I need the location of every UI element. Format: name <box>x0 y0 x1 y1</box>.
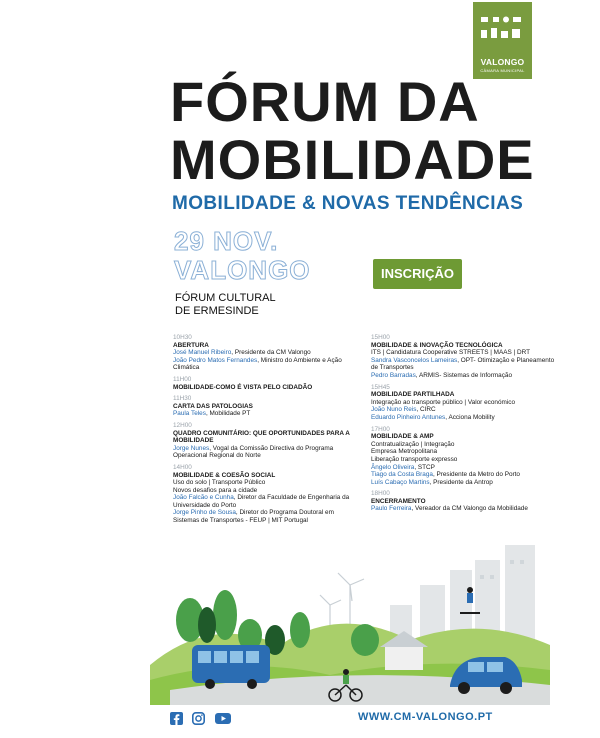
program-line <box>371 406 556 414</box>
line-text: , STCP <box>414 463 435 471</box>
speaker-name: José Manuel Ribeiro <box>173 349 232 357</box>
speaker-name: João Nuno Reis <box>371 406 417 414</box>
program-item <box>173 395 358 418</box>
program-line <box>371 414 556 422</box>
program-line <box>371 464 556 472</box>
speaker-name: Jorge Pinho de Sousa <box>173 509 236 517</box>
register-button[interactable]: INSCRIÇÃO <box>373 259 462 289</box>
speaker-name: Luís Cabaço Martins <box>371 478 430 486</box>
line-text: Contratualização | Integração <box>371 440 455 448</box>
title-line-1: FÓRUM DA <box>170 70 480 133</box>
program-item <box>173 334 358 372</box>
line-text: , CIRC <box>416 406 436 414</box>
program-line <box>371 349 556 357</box>
program-item <box>173 422 358 460</box>
program-heading: QUADRO COMUNITÁRIO: QUE OPORTUNIDADES PARA A MOBILIDADE <box>173 429 350 445</box>
line-text: , Diretor da Faculdade de Engenharia da Universidade do Porto <box>173 494 350 509</box>
venue <box>175 292 276 318</box>
program-line <box>371 471 556 479</box>
program-heading: MOBILIDADE & COESÃO SOCIAL <box>173 471 276 479</box>
program-item <box>371 384 556 422</box>
logo-subtitle: CÂMARA MUNICIPAL <box>480 68 525 73</box>
program-heading: ABERTURA <box>173 341 209 349</box>
program-line <box>371 505 556 513</box>
program-heading: MOBILIDADE & AMP <box>371 433 434 441</box>
date-line-2: VALONGO <box>174 255 311 285</box>
instagram-icon[interactable] <box>192 712 205 725</box>
line-text: , Acciona Mobility <box>445 413 495 421</box>
line-text: , Presidente da Metro do Porto <box>432 471 520 479</box>
program-line <box>371 456 556 464</box>
program-time: 14H00 <box>173 463 192 471</box>
program-line <box>173 509 358 524</box>
program-time: 11H30 <box>173 395 192 403</box>
line-text: , Ministro do Ambiente e Ação Climática <box>173 356 342 372</box>
speaker-name: João Falcão e Cunha <box>173 494 234 502</box>
program-item <box>371 426 556 487</box>
program-heading: MOBILIDADE PARTILHADA <box>371 391 455 399</box>
speaker-name: Pedro Barradas <box>371 371 416 379</box>
program-time: 17H00 <box>371 425 390 433</box>
program-line <box>371 357 556 372</box>
program-time: 15H00 <box>371 334 390 341</box>
program-line <box>371 372 556 380</box>
line-text: , Mobilidade PT <box>205 410 251 418</box>
program-item <box>173 376 358 391</box>
valongo-logo <box>473 2 532 79</box>
program-line <box>371 479 556 487</box>
program-line <box>371 399 556 407</box>
logo-pictograms-icon <box>479 14 526 42</box>
program-right-column <box>371 334 556 517</box>
title-line-2: MOBILIDADE <box>170 128 535 191</box>
program-time: 15H45 <box>371 383 390 391</box>
logo-name: VALONGO <box>480 57 525 67</box>
program-heading: CARTA DAS PATOLOGIAS <box>173 402 253 410</box>
program-item <box>173 464 358 525</box>
program-heading: MOBILIDADE-COMO É VISTA PELO CIDADÃO <box>173 383 313 391</box>
program-time: 12H00 <box>173 421 192 429</box>
line-text: Liberação transporte expresso <box>371 455 458 463</box>
speaker-name: Jorge Nunes <box>173 444 210 452</box>
line-text: Integração ao transporte público | Valor económico <box>371 398 515 406</box>
line-text: , Vereador da CM Valongo da Mobilidade <box>411 505 528 513</box>
program-line <box>173 349 358 357</box>
social-icons <box>170 710 236 726</box>
program-time: 18H00 <box>371 490 390 498</box>
program-line <box>173 445 358 460</box>
event-date <box>174 227 311 285</box>
speaker-name: Ângelo Oliveira <box>371 463 415 471</box>
venue-line-2: DE ERMESINDE <box>175 305 259 317</box>
speaker-name: Eduardo Pinheiro Antunes <box>371 413 446 421</box>
line-text: , Diretor do Programa Doutoral em Sistemas de Transportes - FEUP | MIT Portugal <box>173 509 334 525</box>
speaker-name: Paula Teles <box>173 410 206 418</box>
facebook-icon[interactable] <box>170 712 183 725</box>
program-heading: MOBILIDADE & INOVAÇÃO TECNOLÓGICA <box>371 341 503 349</box>
date-line-1: 29 NOV. <box>174 226 279 256</box>
program-time: 10H30 <box>173 334 192 341</box>
event-subtitle: MOBILIDADE & NOVAS TENDÊNCIAS <box>172 193 524 214</box>
program-item <box>371 490 556 513</box>
program-heading: ENCERRAMENTO <box>371 497 426 505</box>
program-line <box>173 487 358 495</box>
line-text: Empresa Metropolitana <box>371 448 438 456</box>
program-left-column <box>173 334 358 529</box>
program-line <box>371 448 556 456</box>
line-text: , OPT- Otimização e Planeamento de Transportes <box>371 356 555 372</box>
line-text: ITS | Candidatura Cooperative STREETS | MAAS | DRT <box>371 349 531 357</box>
line-text: , ARMIS- Sistemas de Informação <box>415 371 513 379</box>
speaker-name: Sandra Vasconcelos Lameiras <box>371 356 458 364</box>
program-line <box>371 441 556 449</box>
program-time: 11H00 <box>173 375 192 383</box>
speaker-name: Tiago da Costa Braga <box>371 471 433 479</box>
line-text: Uso do solo | Transporte Público <box>173 479 266 487</box>
line-text: Novos desafios para a cidade <box>173 486 258 494</box>
program-line <box>173 479 358 487</box>
website-link[interactable]: WWW.CM-VALONGO.PT <box>358 711 493 723</box>
speaker-name: João Pedro Matos Fernandes <box>173 356 258 364</box>
line-text: , Presidente da CM Valongo <box>231 349 311 357</box>
line-text: , Vogal da Comissão Directiva do Programa Operacional Regional do Norte <box>173 444 334 460</box>
program-item <box>371 334 556 380</box>
youtube-icon[interactable] <box>215 712 231 725</box>
program-line <box>173 494 358 509</box>
venue-line-1: FÓRUM CULTURAL <box>175 292 276 304</box>
program-line <box>173 357 358 372</box>
program-line <box>173 410 358 418</box>
speaker-name: Paulo Ferreira <box>371 505 412 513</box>
line-text: , Presidente da Antrop <box>429 478 493 486</box>
city-mobility-illustration <box>150 545 550 705</box>
